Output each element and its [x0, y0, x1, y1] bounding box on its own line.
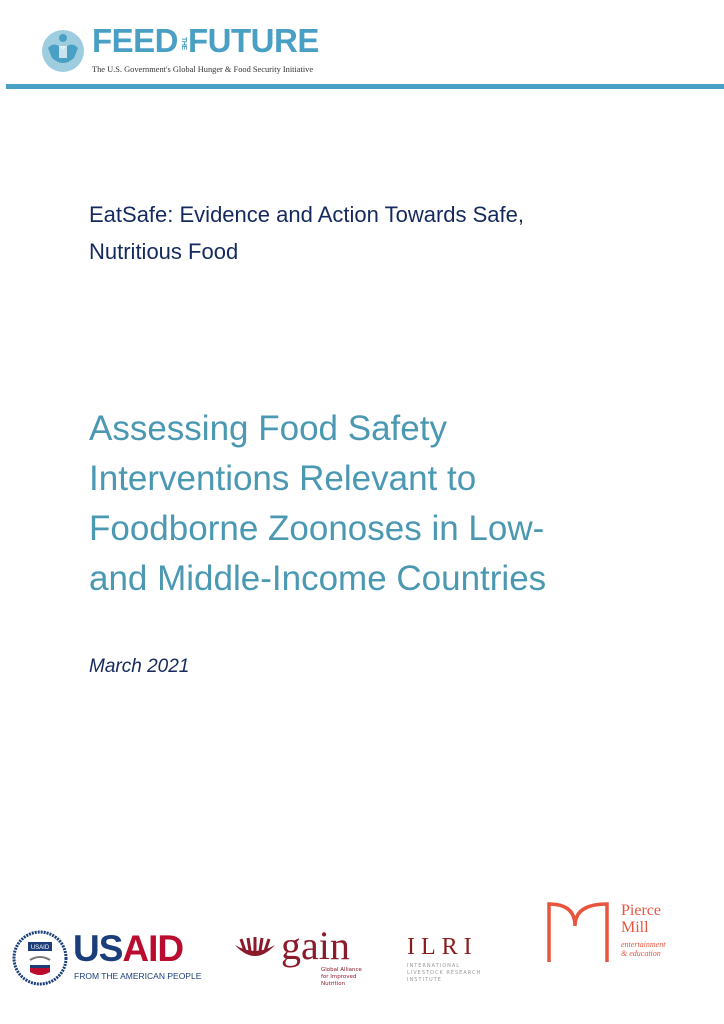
- title-line: Interventions Relevant to: [89, 459, 477, 498]
- feed-the-future-logo: [40, 22, 340, 80]
- title-line: Foodborne Zoonoses in Low-: [89, 509, 545, 548]
- pierce-mill-name: Mill: [621, 919, 649, 936]
- pierce-mill-name: Pierce: [621, 902, 661, 919]
- gain-wordmark: gain: [281, 923, 350, 968]
- title-line: and Middle-Income Countries: [89, 559, 547, 598]
- pierce-mill-tagline: entertainment: [621, 940, 666, 949]
- document-title: [89, 404, 546, 604]
- logo-the: THE: [180, 37, 188, 50]
- usaid-us: US: [73, 928, 123, 969]
- pierce-mill-tagline: & education: [621, 949, 661, 958]
- us-seal-icon: [40, 28, 86, 74]
- usaid-logo: [12, 930, 202, 986]
- ilri-wordmark: ILRI: [407, 934, 478, 960]
- pierce-mill-tagline-block: [621, 940, 665, 958]
- ilri-logo: [407, 934, 499, 987]
- gain-logo: [233, 923, 373, 987]
- ilri-tagline: INTERNATIONAL LIVESTOCK RESEARCH INSTITUTE: [407, 963, 482, 983]
- logo-wordmark: [92, 24, 319, 58]
- usaid-aid: AID: [122, 928, 184, 969]
- pierce-mill-mark-icon: [545, 900, 611, 964]
- pierce-mill-logo: [545, 900, 675, 965]
- header-divider: [6, 84, 724, 89]
- gain-tagline: Global Alliance for Improved Nutrition: [321, 967, 362, 987]
- subtitle-line: EatSafe: Evidence and Action Towards Safe,: [89, 202, 524, 227]
- publication-date: March 2021: [89, 656, 190, 677]
- logo-future: FUTURE: [188, 22, 319, 59]
- usaid-tagline: FROM THE AMERICAN PEOPLE: [74, 971, 202, 981]
- logo-tagline: The U.S. Government's Global Hunger & Food Security Initiative: [92, 65, 314, 74]
- subtitle-line: Nutritious Food: [89, 239, 239, 264]
- usaid-seal-icon: [12, 930, 68, 986]
- gain-bowl-icon: [233, 937, 277, 963]
- program-subtitle: [89, 196, 524, 270]
- usaid-seal-text: USAID: [30, 945, 50, 951]
- usaid-wordmark: [73, 930, 183, 968]
- title-line: Assessing Food Safety: [89, 409, 447, 448]
- logo-feed: FEED: [92, 22, 179, 59]
- pierce-mill-name-block: [621, 902, 661, 936]
